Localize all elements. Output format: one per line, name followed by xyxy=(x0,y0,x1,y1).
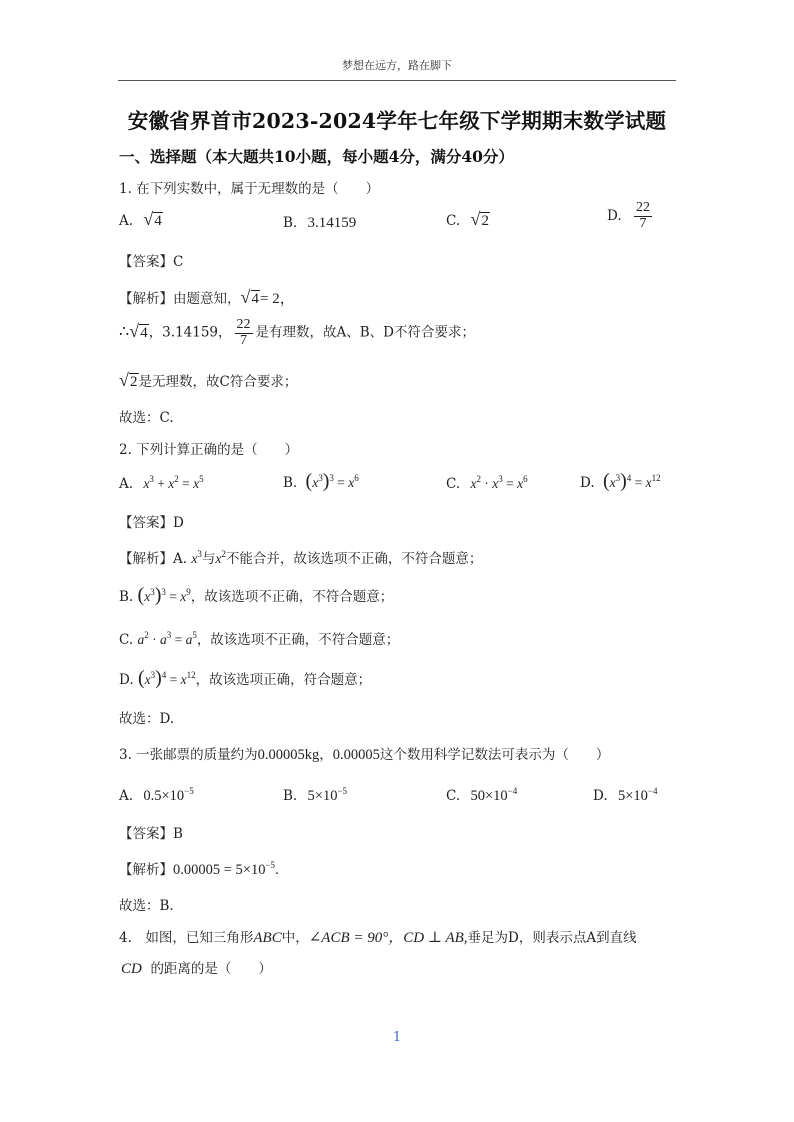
sqrt-expression: √ 2 xyxy=(470,209,489,229)
question-text: 中， xyxy=(281,930,309,946)
option-value: 3.14159 xyxy=(307,215,357,231)
option-label: A. xyxy=(173,551,188,567)
option-label: B. xyxy=(283,788,298,804)
sqrt-argument: 4 xyxy=(154,213,162,229)
question-text: 3. 一张邮票的质量约为 xyxy=(119,747,258,763)
explanation-label: 【解析】 xyxy=(119,291,173,307)
question-4-stem-line2 xyxy=(121,957,272,978)
mantissa: 5×10 xyxy=(307,788,338,804)
q2-explanation-b xyxy=(119,584,393,607)
option-label: B. xyxy=(283,215,298,231)
question-text: ， xyxy=(319,747,333,763)
q3-choice: 故选：B. xyxy=(119,898,174,914)
option-label: B. xyxy=(283,475,298,491)
section-heading: 一、选择题（本大题共10小题，每小题4分，满分40分） xyxy=(119,147,514,166)
explanation-text: ，故该选项不正确，不符合题意； xyxy=(196,632,400,648)
question-3-stem xyxy=(119,743,609,764)
option-formula xyxy=(308,788,348,804)
period: . xyxy=(275,862,279,878)
question-text: 4. 如图，已知三角形 xyxy=(119,930,254,946)
option-label: C. xyxy=(446,476,461,492)
formula: $x^3$ xyxy=(191,549,202,566)
option-label: A. xyxy=(119,476,134,492)
sqrt-argument: 4 xyxy=(251,291,259,307)
q3-answer: 【答案】B xyxy=(119,826,183,842)
q1-explanation-line3 xyxy=(119,370,297,391)
exponent: −5 xyxy=(265,860,276,870)
page-header-motto: 梦想在远方，路在脚下 xyxy=(342,59,452,72)
option-formula: $(x^3)^3 = x^6$ xyxy=(305,470,359,492)
sqrt-expression: √ 2 xyxy=(119,370,138,390)
fraction-numerator: 22 xyxy=(635,200,650,215)
explanation-text: ，3.14159， xyxy=(148,324,232,341)
q1-answer: 【答案】C xyxy=(119,254,184,270)
fraction xyxy=(634,201,652,231)
perpendicular-condition: CD ⊥ AB, xyxy=(403,930,468,946)
sqrt-argument: 2 xyxy=(130,374,138,390)
option-formula: $x^3 + x^2 = x^5$ xyxy=(143,474,204,491)
option-label: C. xyxy=(119,632,134,648)
q2-option-a xyxy=(119,474,204,492)
question-4-stem-line1 xyxy=(119,926,637,947)
explanation-label: 【解析】 xyxy=(119,862,173,878)
mantissa: 0.00005 = 5×10 xyxy=(173,862,266,878)
option-formula: $(x^3)^4 = x^{12}$ xyxy=(602,470,661,492)
therefore-symbol: ∴ xyxy=(119,321,130,341)
q2-option-c xyxy=(446,474,528,492)
option-label: A. xyxy=(119,788,134,804)
q3-explanation xyxy=(119,858,279,879)
explanation-text: = 2， xyxy=(260,291,295,307)
explanation-label: 【解析】 xyxy=(119,551,173,567)
q3-option-b xyxy=(283,786,347,805)
q2-explanation-c xyxy=(119,628,399,648)
q2-option-d xyxy=(580,470,661,493)
q3-option-d xyxy=(593,786,657,805)
option-formula xyxy=(618,788,658,804)
option-label: C. xyxy=(446,213,461,229)
q2-answer: 【答案】D xyxy=(119,515,184,531)
option-label: A. xyxy=(119,213,134,229)
option-label: D. xyxy=(580,475,595,491)
mass-value: 0.00005kg xyxy=(257,747,320,763)
option-formula xyxy=(143,788,193,804)
explanation-text: ，故该选项不正确，不符合题意； xyxy=(190,589,394,605)
exponent: −5 xyxy=(184,786,194,796)
angle-condition: ∠ACB = 90°， xyxy=(308,930,404,946)
explanation-text: 不能合并，故该选项不正确，不符合题意； xyxy=(225,551,483,567)
mantissa: 5×10 xyxy=(617,788,648,804)
sqrt-expression: √ 4 xyxy=(143,209,162,229)
formula: $x^2$ xyxy=(215,549,226,566)
q3-option-c xyxy=(446,786,517,805)
page-title: 安徽省界首市2023-2024学年七年级下学期期末数学试题 xyxy=(127,109,667,133)
q1-choice: 故选：C. xyxy=(119,410,174,426)
q1-option-a xyxy=(119,209,163,230)
mantissa: 50×10 xyxy=(470,788,508,804)
formula: $(x^3)^3 = x^9$ xyxy=(137,584,191,606)
fraction xyxy=(235,318,253,348)
q2-option-b xyxy=(283,470,359,493)
question-1-stem: 1. 在下列实数中，属于无理数的是（ ） xyxy=(119,181,380,197)
option-label: D. xyxy=(593,788,608,804)
exponent: −5 xyxy=(337,786,348,796)
q3-option-a xyxy=(119,786,194,805)
number-value: 0.00005 xyxy=(332,747,380,763)
exponent: −4 xyxy=(507,786,518,796)
fraction-denominator: 7 xyxy=(240,332,248,348)
sqrt-argument: 2 xyxy=(481,213,489,229)
explanation-text: 是有理数，故A、B、D不符合要求； xyxy=(255,324,476,341)
q2-explanation-a xyxy=(119,547,482,567)
q1-option-b xyxy=(283,215,356,232)
explanation-text: ，故该选项正确，符合题意； xyxy=(195,672,372,688)
triangle-name: ABC xyxy=(253,930,282,946)
question-text: 这个数用科学记数法可表示为（ ） xyxy=(379,747,610,763)
mantissa: 0.5×10 xyxy=(143,788,185,804)
question-text: 垂足为D，则表示点A到直线 xyxy=(467,930,637,946)
exponent: −4 xyxy=(647,786,658,796)
line-name: CD xyxy=(121,961,142,977)
page-number: 1 xyxy=(392,1030,402,1045)
option-formula xyxy=(470,788,517,804)
q1-explanation-line1 xyxy=(119,287,295,308)
sqrt-argument: 4 xyxy=(140,324,148,341)
explanation-text: 与 xyxy=(201,551,216,567)
explanation-text: 由题意知， xyxy=(173,291,241,307)
fraction-numerator: 22 xyxy=(236,317,251,332)
q2-explanation-d xyxy=(119,667,371,690)
sqrt-expression: √ 4 xyxy=(129,320,148,341)
option-formula: $x^2 \cdot x^3 = x^6$ xyxy=(470,474,528,491)
sqrt-expression: √ 4 xyxy=(240,287,259,307)
option-label: C. xyxy=(446,788,461,804)
formula xyxy=(173,862,279,878)
fraction-denominator: 7 xyxy=(639,215,647,231)
q1-option-d xyxy=(607,201,652,231)
question-text: 的距离的是（ ） xyxy=(150,961,272,977)
option-label: D. xyxy=(119,672,134,688)
header-divider xyxy=(118,80,676,81)
question-2-stem: 2. 下列计算正确的是（ ） xyxy=(119,442,299,458)
formula: $(x^3)^4 = x^{12}$ xyxy=(137,667,196,689)
option-label: D. xyxy=(607,208,622,225)
option-label: B. xyxy=(119,589,134,605)
explanation-text: 是无理数，故C符合要求； xyxy=(138,374,298,390)
q1-explanation-line2 xyxy=(119,318,475,348)
q1-option-c xyxy=(446,209,490,230)
formula: $a^2 \cdot a^3 = a^5$ xyxy=(137,630,197,647)
q2-choice: 故选：D. xyxy=(119,711,175,727)
